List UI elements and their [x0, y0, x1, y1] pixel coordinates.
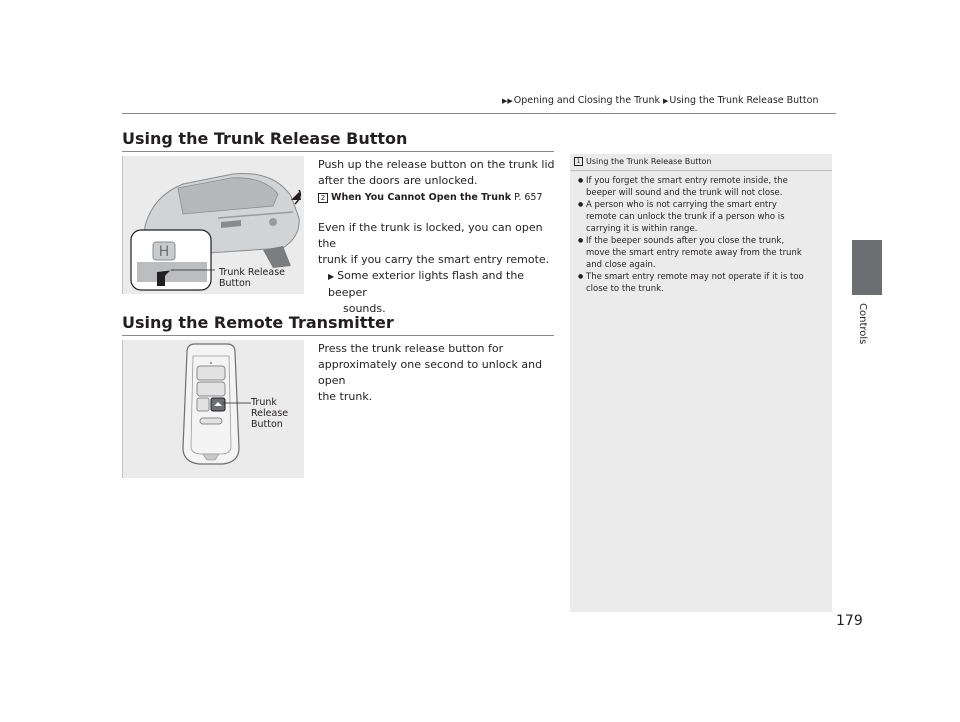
chapter-tab-label: Controls: [857, 303, 868, 345]
triangle-icon: ▶: [663, 97, 669, 105]
breadcrumb: [502, 95, 818, 106]
section2-body: Press the trunk release button for approximately one second to unlock and open the trunk.: [318, 342, 543, 403]
note-icon: 1: [574, 157, 583, 166]
section-rule: [122, 151, 554, 152]
note-item: ● A person who is not carrying the smart entry remote can unlock the trunk if a person who is carrying it is within range.: [578, 199, 830, 235]
section1-body: Push up the release button on the trunk lid after the doors are unlocked. 2 When You Cannot Open the Trunk P. 657 Even if the trunk is locked, you can open the trunk if you carry the smart entry remote. ▶ Some exterior lights flash and the beeper sounds.: [318, 157, 558, 317]
page-number: 179: [836, 613, 863, 629]
notes-list: [578, 175, 830, 295]
sub-point: ▶ Some exterior lights flash and the beeper: [328, 269, 525, 299]
svg-text:H: H: [158, 244, 170, 260]
section-title: Using the Trunk Release Button: [122, 129, 408, 148]
cross-reference[interactable]: 2 When You Cannot Open the Trunk P. 657: [318, 190, 558, 206]
notes-panel: [570, 154, 832, 612]
note-item: ● If the beeper sounds after you close the trunk, move the smart entry remote away from the trunk and close again.: [578, 235, 830, 271]
breadcrumb-item[interactable]: Opening and Closing the Trunk: [513, 95, 660, 106]
note-item: ● The smart entry remote may not operate if it is too close to the trunk.: [578, 271, 830, 295]
chapter-tab[interactable]: [852, 240, 882, 295]
section-title: Using the Remote Transmitter: [122, 313, 394, 332]
triangle-bullet-icon: ▶: [328, 272, 335, 281]
triangle-icon: ▶▶: [502, 97, 513, 105]
header-rule: [122, 113, 836, 114]
notes-rule: [570, 170, 832, 171]
note-item: ● If you forget the smart entry remote inside, the beeper will sound and the trunk will not close.: [578, 175, 830, 199]
breadcrumb-item[interactable]: Using the Trunk Release Button: [669, 95, 819, 106]
reference-icon: 2: [318, 193, 328, 203]
trunk-release-callout: Trunk Release Button: [219, 267, 285, 289]
trunk-release-callout: Trunk Release Button: [251, 397, 289, 430]
notes-heading: 1 Using the Trunk Release Button: [574, 157, 712, 166]
section-rule: [122, 335, 554, 336]
